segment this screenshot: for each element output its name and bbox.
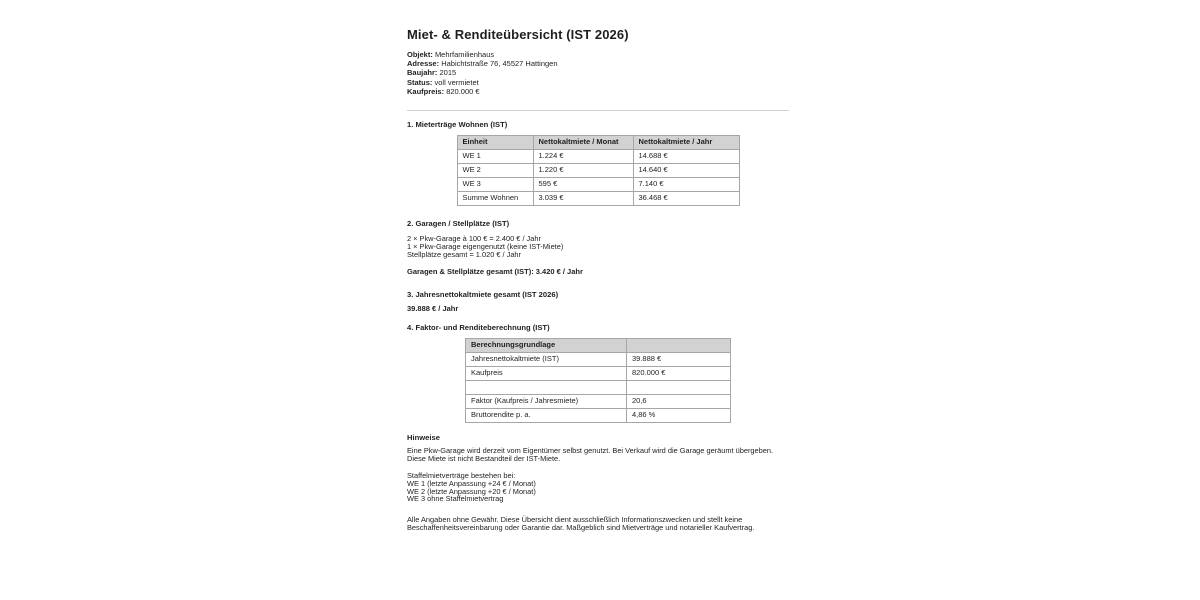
table-cell: 1.220 €: [533, 164, 633, 178]
meta-line-adresse: [407, 59, 789, 68]
meta-label: Baujahr:: [407, 68, 438, 78]
page-title: Miet- & Renditeübersicht (IST 2026): [407, 27, 629, 42]
staffel-line: WE 3 ohne Staffelmietvertrag: [407, 494, 504, 504]
yield-table-empty-row: [466, 380, 731, 394]
annual-net-rent-value: 39.888 € / Jahr: [407, 303, 459, 313]
yield-table-header-cell: [627, 338, 731, 352]
document-page: [407, 0, 789, 533]
table-cell: 39.888 €: [627, 352, 731, 366]
meta-value: 820.000 €: [446, 86, 480, 96]
meta-line-baujahr: [407, 68, 789, 77]
table-cell: 3.039 €: [533, 192, 633, 206]
table-cell: Kaufpreis: [466, 366, 627, 380]
rent-table-row: [457, 164, 739, 178]
meta-label: Status:: [407, 77, 433, 87]
table-cell: 595 €: [533, 178, 633, 192]
table-cell: [466, 380, 627, 394]
notes-heading: Hinweise: [407, 432, 440, 442]
section-divider: [407, 110, 789, 111]
rent-table: [457, 135, 740, 206]
meta-line-objekt: [407, 50, 789, 59]
staffel-line: Staffelmietverträge bestehen bei:: [407, 471, 516, 481]
table-cell: [627, 380, 731, 394]
rent-table-row: [457, 150, 739, 164]
section2-heading: 2. Garagen / Stellplätze (IST): [407, 219, 510, 229]
section4-heading: 4. Faktor- und Renditeberechnung (IST): [407, 322, 550, 332]
table-cell: WE 3: [457, 178, 533, 192]
table-cell: 36.468 €: [633, 192, 739, 206]
table-cell: WE 2: [457, 164, 533, 178]
yield-table-row: [466, 352, 731, 366]
garage-line: 1 × Pkw-Garage eigengenutzt (keine IST-Miete): [407, 242, 564, 252]
disclaimer-paragraph: Alle Angaben ohne Gewähr. Diese Übersicht dient ausschließlich Informationszwecken und stellt keine Beschaffenheitsvereinbarung oder Garantie dar. Maßgeblich sind Mietverträge und notarieller Kaufvertrag.: [407, 515, 755, 533]
yield-table-row: [466, 408, 731, 422]
property-meta: [407, 50, 789, 96]
rent-table-header-cell: Einheit: [457, 136, 533, 150]
meta-value: Habichtstraße 76, 45527 Hattingen: [441, 59, 558, 69]
staffel-line: WE 2 (letzte Anpassung +20 € / Monat): [407, 486, 536, 496]
rent-table-header-row: [457, 136, 739, 150]
staffel-line: WE 1 (letzte Anpassung +24 € / Monat): [407, 478, 536, 488]
table-cell: Jahresnettokaltmiete (IST): [466, 352, 627, 366]
garage-line: 2 × Pkw-Garage à 100 € = 2.400 € / Jahr: [407, 234, 541, 244]
rent-table-sum-row: [457, 192, 739, 206]
yield-table-row: [466, 366, 731, 380]
rent-table-header-cell: Nettokaltmiete / Jahr: [633, 136, 739, 150]
yield-table-header-row: [466, 338, 731, 352]
meta-line-kaufpreis: [407, 87, 789, 96]
meta-label: Adresse:: [407, 59, 440, 69]
rent-table-header-cell: Nettokaltmiete / Monat: [533, 136, 633, 150]
section1-heading: 1. Mieterträge Wohnen (IST): [407, 120, 508, 130]
notes-paragraph: Eine Pkw-Garage wird derzeit vom Eigentümer selbst genutzt. Bei Verkauf wird die Garage geräumt übergeben. Diese Miete ist nicht Bestandteil der IST-Miete.: [407, 445, 774, 463]
table-cell: Bruttorendite p. a.: [466, 408, 627, 422]
meta-line-status: [407, 78, 789, 87]
yield-table: [465, 338, 731, 423]
table-cell: Summe Wohnen: [457, 192, 533, 206]
meta-value: voll vermietet: [434, 77, 479, 87]
yield-table-header-cell: Berechnungsgrundlage: [466, 338, 627, 352]
meta-label: Kaufpreis:: [407, 86, 445, 96]
table-cell: 1.224 €: [533, 150, 633, 164]
table-cell: 14.688 €: [633, 150, 739, 164]
section3-heading: 3. Jahresnettokaltmiete gesamt (IST 2026): [407, 289, 559, 299]
meta-value: Mehrfamilienhaus: [434, 50, 495, 59]
table-cell: 7.140 €: [633, 178, 739, 192]
garage-details: [407, 235, 789, 260]
table-cell: 4,86 %: [627, 408, 731, 422]
table-cell: Faktor (Kaufpreis / Jahresmiete): [466, 394, 627, 408]
staffel-list: [407, 472, 789, 503]
yield-table-row: [466, 394, 731, 408]
table-cell: WE 1: [457, 150, 533, 164]
garage-line: Stellplätze gesamt = 1.020 € / Jahr: [407, 250, 522, 260]
table-cell: 14.640 €: [633, 164, 739, 178]
rent-table-row: [457, 178, 739, 192]
garage-total: Garagen & Stellplätze gesamt (IST): 3.420 € / Jahr: [407, 266, 583, 276]
meta-value: 2015: [439, 68, 457, 78]
table-cell: 820.000 €: [627, 366, 731, 380]
table-cell: 20,6: [627, 394, 731, 408]
meta-label: Objekt:: [407, 50, 433, 59]
